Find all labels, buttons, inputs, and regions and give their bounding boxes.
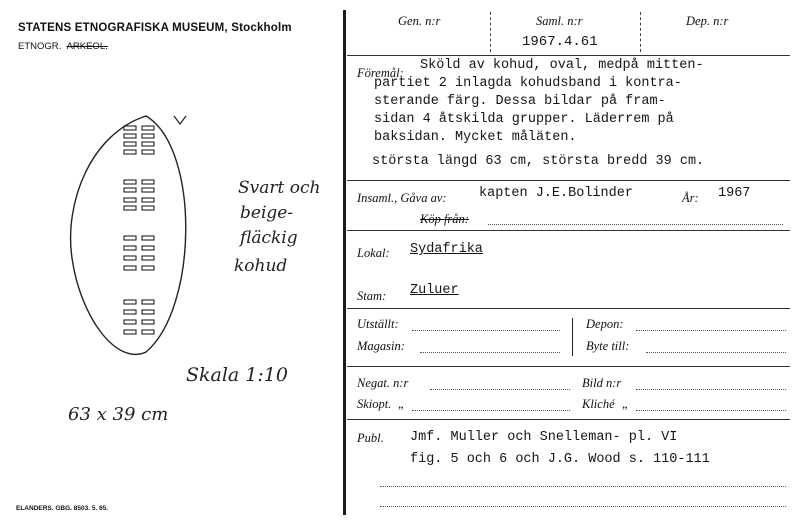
rule-3 [347, 230, 790, 231]
dept-etnogr: ETNOGR. [18, 41, 62, 52]
saml-nr-value: 1967.4.61 [522, 34, 598, 50]
byte-dots [646, 352, 786, 353]
rule-5 [347, 366, 790, 367]
rule-2 [347, 180, 790, 181]
department-line [18, 41, 108, 52]
printer-imprint: ELANDERS. GBG. 8503. 5. 65. [16, 505, 109, 512]
gen-nr-label: Gen. n:r [398, 14, 441, 28]
publ-label: Publ. [357, 431, 384, 445]
skiopt-dots [412, 410, 570, 411]
depon-dots [636, 330, 786, 331]
publ-dots-1 [380, 486, 786, 487]
cliche-dots [636, 410, 786, 411]
museum-title: STATENS ETNOGRAFISKA MUSEUM, Stockholm [18, 22, 292, 34]
description-line4: sidan 4 åtskilda grupper. Läderrem på [374, 112, 674, 127]
foremal-label: Föremål: [357, 66, 404, 80]
description-line5: baksidan. Mycket måläten. [374, 130, 577, 145]
stam-value: Zuluer [410, 283, 459, 298]
magasin-dots [420, 352, 560, 353]
bild-label: Bild n:r [582, 376, 622, 390]
bild-dots [636, 389, 786, 390]
magasin-label: Magasin: [357, 339, 405, 353]
depon-label: Depon: [586, 317, 624, 331]
ar-value: 1967 [718, 186, 751, 201]
hand-note-line1: Svart och [238, 178, 321, 198]
kop-label: Köp från: [420, 212, 469, 226]
publ-line1: Jmf. Muller och Snelleman- pl. VI [410, 430, 678, 445]
dept-arkeol: ARKEOL. [66, 41, 108, 52]
rule-4 [347, 308, 790, 309]
negat-dots [430, 389, 570, 390]
col-sep-2 [640, 12, 642, 52]
utstallt-label: Utställt: [357, 317, 399, 331]
rule-6 [347, 419, 790, 420]
description-line3: sterande färg. Dessa bildar på fram- [374, 94, 666, 109]
size-note: 63 x 39 cm [68, 404, 169, 425]
dep-nr-label: Dep. n:r [686, 14, 729, 28]
rule-1 [347, 55, 790, 56]
publ-line2: fig. 5 och 6 och J.G. Wood s. 110-111 [410, 452, 710, 467]
cliche-value: „ [622, 397, 629, 411]
card-divider [343, 10, 346, 515]
shield-sketch [60, 108, 200, 358]
hand-note-line4: kohud [234, 256, 288, 276]
hand-note-line3: fläckig [240, 228, 298, 248]
skiopt-value: „ [398, 397, 405, 411]
insaml-value: kapten J.E.Bolinder [479, 186, 633, 201]
description-line2: partiet 2 inlagda kohudsband i kontra- [374, 76, 682, 91]
scale-note: Skala 1:10 [186, 364, 288, 386]
ar-label: År: [682, 191, 699, 205]
description-line6: största längd 63 cm, största bredd 39 cm. [372, 154, 705, 169]
cliche-label: Kliché [582, 397, 615, 411]
description-line1: Sköld av kohud, oval, medpå mitten- [420, 58, 704, 73]
col-sep-1 [490, 12, 492, 52]
lokal-value: Sydafrika [410, 242, 483, 257]
skiopt-label: Skiopt. [357, 397, 392, 411]
utstallt-dots [412, 330, 560, 331]
lokal-label: Lokal: [357, 246, 390, 260]
depot-sep [572, 318, 573, 356]
byte-label: Byte till: [586, 339, 630, 353]
hand-note-line2: beige- [240, 203, 294, 223]
kop-dots [488, 224, 783, 225]
negat-label: Negat. n:r [357, 376, 409, 390]
stam-label: Stam: [357, 289, 387, 303]
insaml-label: Insaml., Gåva av: [357, 191, 447, 205]
saml-nr-label: Saml. n:r [536, 14, 583, 28]
publ-dots-2 [380, 506, 786, 507]
